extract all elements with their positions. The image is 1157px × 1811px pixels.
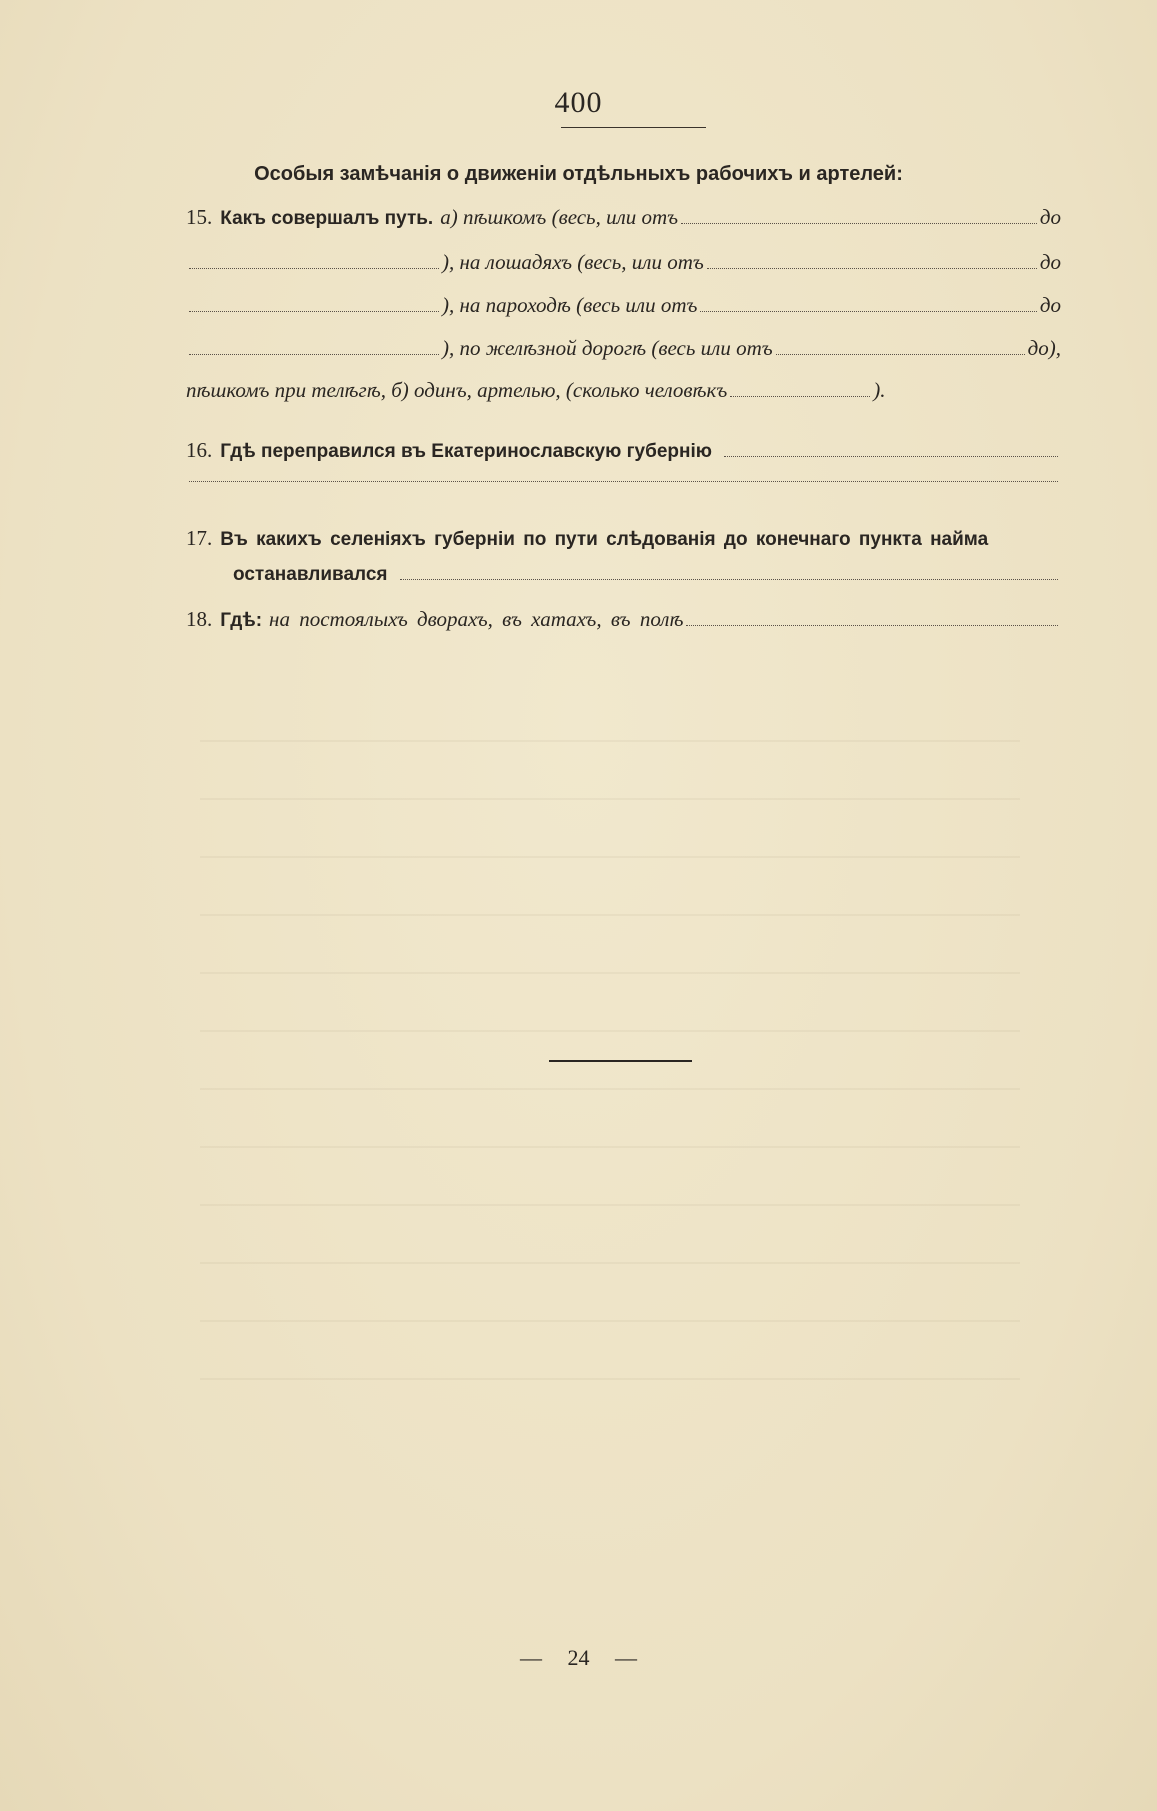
q17-number: 17.	[186, 526, 213, 550]
q15-close: ).	[873, 378, 886, 402]
fill-in-line[interactable]	[189, 267, 439, 269]
page-number: 400	[554, 86, 603, 119]
fill-in-line[interactable]	[724, 455, 1058, 457]
section-end-rule	[549, 1060, 692, 1062]
fill-in-line[interactable]	[686, 624, 1058, 626]
q17-line-1	[186, 526, 1061, 560]
q15-steamer: ), на пароходѣ (весь или отъ	[442, 293, 698, 317]
section-title: Особыя замѣчанія о движеніи отдѣльныхъ рабочихъ и артелей:	[254, 163, 903, 185]
fill-in-line[interactable]	[189, 353, 439, 355]
fill-in-line[interactable]	[776, 353, 1025, 355]
q16-number: 16.	[186, 438, 213, 462]
fill-in-line[interactable]	[730, 395, 870, 397]
q15-number: 15.	[186, 205, 213, 229]
q18-line	[186, 607, 1061, 641]
q15-line-2	[186, 250, 1061, 284]
q18-options: на постоялыхъ дворахъ, въ хатахъ, въ полѣ	[269, 607, 684, 631]
q15-horses: ), на лошадяхъ (весь, или отъ	[442, 250, 704, 274]
header-rule	[561, 127, 706, 128]
q15-to: до),	[1027, 336, 1061, 360]
q15-line-4	[186, 336, 1061, 370]
q16-line-1	[186, 438, 1061, 472]
fill-in-line[interactable]	[189, 480, 1058, 482]
q15-railway: ), по желѣзной дорогѣ (весь или отъ	[442, 336, 773, 360]
fill-in-line[interactable]	[189, 310, 439, 312]
q17-label-cont: останавливался	[233, 564, 388, 585]
q15-cart-alone-artel: пѣшкомъ при телѣгѣ, б) одинъ, артелью, (сколько человѣкъ	[186, 378, 728, 402]
fill-in-line[interactable]	[400, 578, 1059, 580]
q15-to: до	[1039, 250, 1061, 274]
q16-label: Гдѣ переправился въ Екатеринославскую губернію	[220, 441, 712, 462]
fill-in-line[interactable]	[707, 267, 1037, 269]
q17-line-2	[233, 564, 1061, 598]
q18-label: Гдѣ:	[220, 610, 263, 631]
q15-to: до	[1039, 293, 1061, 317]
fill-in-line[interactable]	[700, 310, 1036, 312]
q15-to: до	[1039, 205, 1061, 229]
q17-label: Въ какихъ селеніяхъ губерніи по пути слѣдованія до конечнаго пункта найма	[220, 529, 989, 550]
bleed-through-texture	[200, 700, 1020, 1400]
q15-on-foot: а) пѣшкомъ (весь, или отъ	[440, 205, 679, 229]
q18-number: 18.	[186, 607, 213, 631]
q15-label: Какъ совершалъ путь.	[220, 208, 434, 229]
q15-line-1	[186, 205, 1061, 239]
q16-line-2	[186, 480, 1061, 514]
q15-line-3	[186, 293, 1061, 327]
fill-in-line[interactable]	[681, 222, 1037, 224]
q15-line-5	[186, 378, 1061, 412]
footer-page-number: — 24 —	[520, 1645, 637, 1670]
